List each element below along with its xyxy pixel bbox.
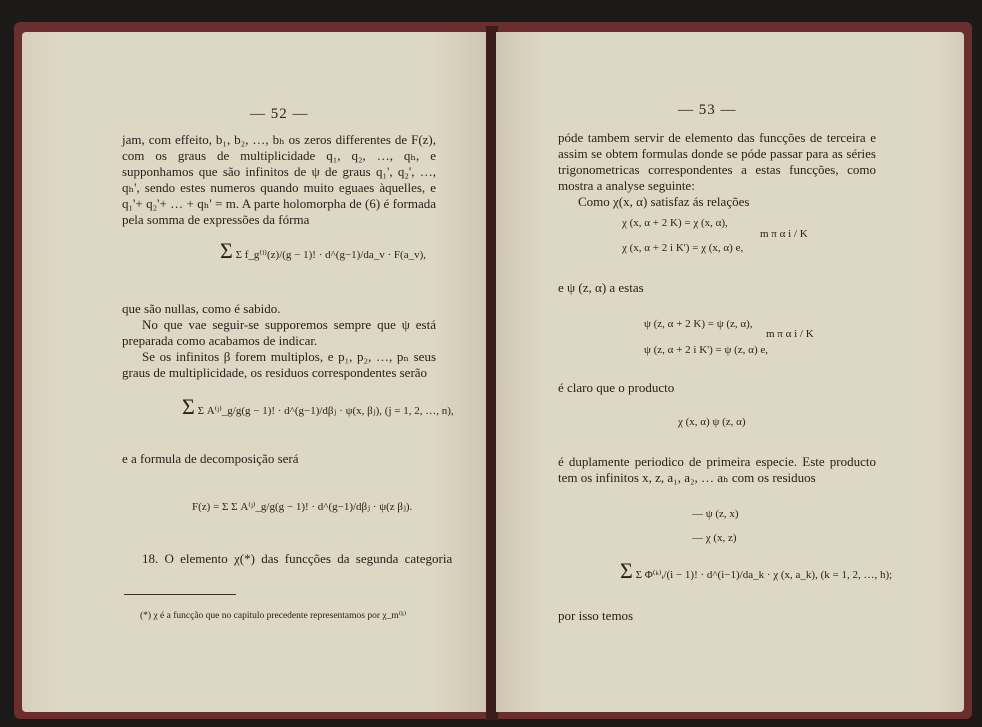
page-number: — 52 — [250,106,309,122]
formula [620,558,892,584]
exponent: m π α i / K [760,228,808,240]
formula [220,238,426,264]
paragraph: e ψ (z, α) a estas [558,280,644,295]
paragraph: Se os infinitos β forem multiplos, e p₁, p₂, …, pₙ seus graus de multiplicidade, os residuos correspondentes serão [122,349,436,380]
formula [192,500,412,513]
text-block [558,130,876,210]
text-block [122,301,436,381]
paragraph: Como χ(x, α) satisfaz ás relações [578,194,750,209]
text-block [558,454,876,486]
equation: — χ (x, z) [692,532,737,544]
formula [182,394,454,420]
formula-text: Σ f_g⁽ⁱ⁾(z)/(g − 1)! · d^(g−1)/da_v · F(a_v), [235,249,426,261]
text-block [122,132,436,228]
left-page [22,32,488,712]
footnote-rule [124,594,236,595]
equation: χ (x, α + 2 K) = χ (x, α), [622,217,728,229]
sigma-symbol: Σ [220,238,233,263]
page-number: — 53 — [678,102,737,118]
section-heading: 18. O elemento χ(*) das funcções da segunda categoria [142,551,453,566]
paragraph: por isso temos [558,608,634,623]
equation: — ψ (z, x) [692,508,739,520]
paragraph: que são nullas, como é sabido. [122,301,281,316]
right-page [496,32,964,712]
paragraph: jam, com effeito, b₁, b₂, …, bₕ os zeros differentes de F(z), com os graus de multiplicidade q₁, q₂, …, qₕ, e supponhamos que são infinitos de ψ de graus q₁', q₂', …, qₕ', sendo estes numeros quando muito eguaes àquelles, e q₁'+ q₂'+ … + qₕ' = m. A parte holomorpha de (6) é formada pela somma de expressões da fórma [122,132,436,227]
paragraph: é claro que o producto [558,380,675,395]
equation: χ (x, α) ψ (z, α) [678,416,746,428]
equation: ψ (z, α + 2 i K') = ψ (z, α) e, [644,344,768,356]
footnote: (*) χ é a funcção que no capitulo precedente representamos por χ_m⁽ᵏ⁾ [140,611,407,621]
paragraph: póde tambem servir de elemento das funcções de terceira e assim se obtem formulas donde se póde passar para as séries trigonometricas correspondentes a estas funcções, como mostra a analyse seguinte: [558,130,876,193]
text-block [122,451,436,467]
paragraph: No que vae seguir-se supporemos sempre que ψ está preparada como acabamos de indicar. [122,317,436,348]
text-block [558,380,858,396]
text-block [558,280,858,296]
sigma-symbol: Σ [182,394,195,419]
exponent: m π α i / K [766,328,814,340]
equation: χ (x, α + 2 i K') = χ (x, α) e, [622,242,744,254]
equation: ψ (z, α + 2 K) = ψ (z, α), [644,318,753,330]
paragraph: e a formula de decomposição será [122,451,299,466]
formula-text: Σ Φ⁽ᵏ⁾ᵢ/(i − 1)! · d^(i−1)/da_k · χ (x, a_k), (k = 1, 2, …, h); [635,569,893,581]
text-block [558,608,858,624]
paragraph: é duplamente periodico de primeira especie. Este producto tem os infinitos x, z, a₁, a₂, … aₕ com os residuos [558,454,876,485]
formula-text: F(z) = Σ Σ A⁽ʲ⁾_g/g(g − 1)! · d^(g−1)/dβⱼ · ψ(z βⱼ). [192,501,413,513]
formula-text: Σ A⁽ʲ⁾_g/g(g − 1)! · d^(g−1)/dβⱼ · ψ(x, βⱼ), (j = 1, 2, …, n), [197,405,454,417]
sigma-symbol: Σ [620,558,633,583]
